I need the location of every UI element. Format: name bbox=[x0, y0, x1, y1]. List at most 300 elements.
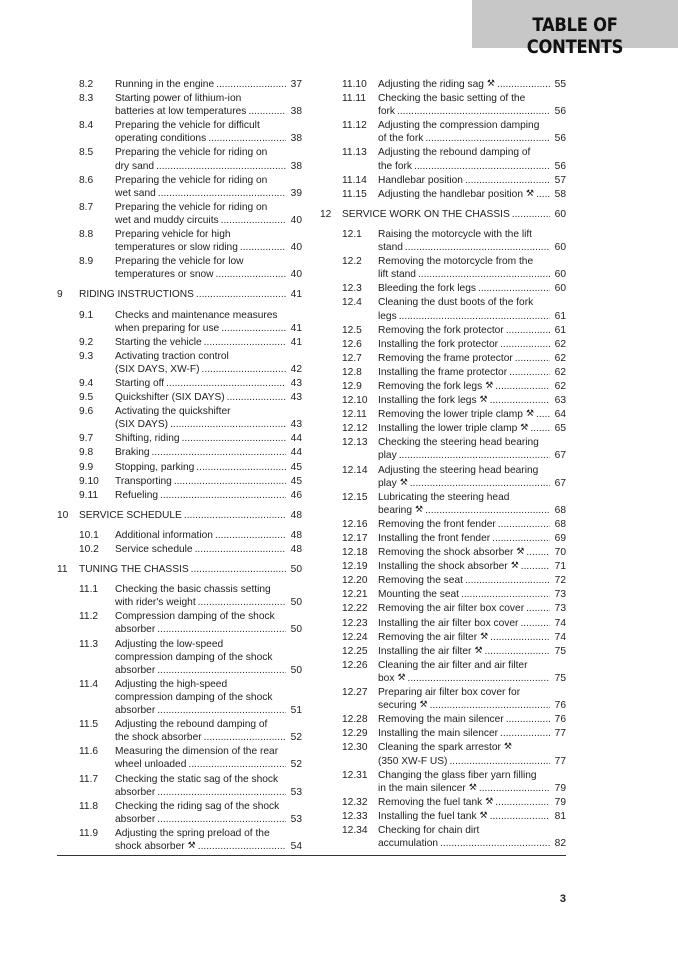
toc-page-number: 57 bbox=[554, 174, 566, 186]
wrench-icon: ⚒ bbox=[510, 561, 519, 572]
toc-entry[interactable] bbox=[320, 255, 566, 281]
wrench-icon: ⚒ bbox=[485, 796, 494, 807]
toc-page-number: 48 bbox=[290, 544, 302, 555]
toc-number: 12.28 bbox=[342, 714, 368, 726]
toc-entry-title: Additional information bbox=[115, 529, 213, 541]
dot-leader bbox=[195, 543, 286, 556]
toc-page-number: 42 bbox=[290, 363, 302, 375]
toc-entry-title: (SIX DAYS) bbox=[115, 419, 169, 431]
dot-leader bbox=[490, 631, 550, 644]
toc-entry-title: Preparing vehicle for high bbox=[115, 229, 231, 241]
toc-entry-title: Adjusting the rebound damping of bbox=[115, 719, 268, 731]
toc-page-number: 79 bbox=[554, 796, 566, 808]
dot-leader bbox=[157, 813, 286, 826]
toc-entry[interactable] bbox=[320, 546, 566, 559]
toc-entry[interactable] bbox=[320, 741, 566, 767]
toc-number: 9.6 bbox=[79, 406, 94, 418]
toc-entry[interactable] bbox=[320, 436, 566, 462]
toc-page-number: 60 bbox=[554, 283, 566, 295]
toc-entry-title: wet sand bbox=[115, 187, 156, 199]
toc-entry-title: SERVICE SCHEDULE bbox=[79, 509, 182, 521]
toc-entry[interactable] bbox=[57, 174, 302, 200]
toc-entry-title: Installing the shock absorber bbox=[378, 561, 508, 573]
toc-entry[interactable] bbox=[320, 574, 566, 587]
toc-entry-title: Adjusting the compression damping bbox=[378, 120, 540, 132]
toc-page-number: 79 bbox=[554, 782, 566, 794]
toc-entry-title: Preparing the vehicle for riding on bbox=[115, 201, 268, 213]
dot-leader bbox=[170, 418, 286, 431]
toc-page-number: 41 bbox=[290, 289, 302, 301]
toc-entry-title: Measuring the dimension of the rear bbox=[115, 746, 279, 758]
dot-leader bbox=[204, 336, 286, 349]
toc-number: 8.8 bbox=[79, 229, 94, 241]
toc-entry[interactable] bbox=[57, 309, 302, 335]
dot-leader bbox=[485, 645, 550, 658]
toc-number: 11.6 bbox=[79, 746, 99, 758]
toc-entry-title: Checking the basic setting of the bbox=[378, 93, 526, 105]
toc-entry[interactable] bbox=[57, 638, 302, 677]
toc-column-right bbox=[320, 78, 566, 850]
dot-leader bbox=[515, 352, 550, 365]
toc-entry[interactable] bbox=[57, 255, 302, 281]
toc-entry[interactable] bbox=[320, 560, 566, 573]
dot-leader bbox=[521, 560, 550, 573]
toc-entry[interactable] bbox=[57, 146, 302, 172]
wrench-icon: ⚒ bbox=[503, 742, 512, 753]
wrench-icon: ⚒ bbox=[485, 380, 494, 391]
toc-number: 12.22 bbox=[342, 603, 368, 615]
toc-number: 12.27 bbox=[342, 687, 368, 699]
toc-page-number: 45 bbox=[290, 475, 302, 487]
toc-entry-title: Adjusting the rebound damping of bbox=[378, 147, 531, 159]
toc-page-number: 50 bbox=[290, 564, 302, 576]
wrench-icon: ⚒ bbox=[419, 700, 428, 711]
toc-page-number: 37 bbox=[290, 79, 302, 90]
toc-entry[interactable] bbox=[57, 610, 302, 636]
wrench-icon: ⚒ bbox=[479, 810, 488, 821]
dot-leader bbox=[478, 282, 550, 295]
toc-page-number: 45 bbox=[290, 461, 302, 473]
toc-entry[interactable] bbox=[57, 391, 302, 404]
toc-page-number: 44 bbox=[290, 447, 302, 459]
toc-page-number: 62 bbox=[554, 380, 566, 392]
toc-entry-title: Quickshifter (SIX DAYS) bbox=[115, 392, 225, 404]
toc-number: 11.14 bbox=[342, 174, 367, 186]
toc-entry-title: RIDING INSTRUCTIONS bbox=[79, 289, 194, 301]
toc-number: 12.6 bbox=[342, 338, 362, 350]
toc-section-heading[interactable] bbox=[57, 509, 302, 522]
toc-entry[interactable] bbox=[320, 617, 566, 630]
toc-entry-title: temperatures or snow bbox=[115, 269, 214, 281]
toc-page-number: 73 bbox=[554, 603, 566, 615]
dot-leader bbox=[479, 782, 550, 795]
toc-entry[interactable] bbox=[57, 228, 302, 254]
toc-entry[interactable] bbox=[57, 529, 302, 542]
toc-number: 11.2 bbox=[79, 611, 99, 623]
toc-entry[interactable] bbox=[57, 827, 302, 853]
toc-entry-title: when preparing for use bbox=[115, 322, 220, 334]
toc-number: 11.4 bbox=[79, 678, 99, 690]
toc-entry-title: absorber bbox=[115, 786, 156, 798]
toc-number: 12.13 bbox=[342, 437, 368, 449]
toc-number: 8.5 bbox=[79, 147, 94, 159]
toc-entry[interactable] bbox=[320, 796, 566, 809]
toc-number: 12.8 bbox=[342, 366, 362, 378]
dot-leader bbox=[191, 563, 286, 576]
toc-number: 12.29 bbox=[342, 728, 368, 740]
toc-entry-title: Installing the fork protector bbox=[378, 338, 499, 350]
toc-entry[interactable] bbox=[320, 78, 566, 91]
toc-number: 12.15 bbox=[342, 491, 368, 503]
toc-number: 9.9 bbox=[79, 461, 94, 473]
toc-entry-title: compression damping of the shock bbox=[115, 651, 273, 663]
footer-divider bbox=[57, 855, 566, 856]
toc-entry-title: Preparing the vehicle for low bbox=[115, 256, 244, 268]
toc-page-number: 50 bbox=[290, 664, 302, 676]
dot-leader bbox=[156, 160, 286, 173]
toc-number: 11.12 bbox=[342, 120, 367, 132]
toc-entry-title: Refueling bbox=[115, 489, 159, 501]
toc-entry-title: Removing the front fender bbox=[378, 518, 496, 530]
toc-entry[interactable] bbox=[320, 518, 566, 531]
toc-page-number: 46 bbox=[290, 489, 302, 501]
dot-leader bbox=[204, 731, 286, 744]
toc-page-number: 68 bbox=[554, 518, 566, 530]
toc-entry-title: Service schedule bbox=[115, 544, 193, 555]
toc-entry[interactable] bbox=[320, 352, 566, 365]
toc-page-number: 40 bbox=[290, 214, 302, 226]
toc-page-number: 56 bbox=[554, 106, 566, 118]
toc-entry-title: securing bbox=[378, 700, 417, 712]
toc-entry[interactable] bbox=[320, 464, 566, 490]
toc-entry-title: Installing the main silencer bbox=[378, 728, 499, 740]
toc-entry[interactable] bbox=[320, 659, 566, 685]
dot-leader bbox=[182, 432, 286, 445]
toc-entry-title: Removing the shock absorber bbox=[378, 547, 514, 559]
toc-page-number: 55 bbox=[554, 79, 566, 90]
toc-entry-title: Stopping, parking bbox=[115, 461, 195, 473]
toc-section-heading[interactable] bbox=[57, 288, 302, 301]
toc-page-number: 62 bbox=[554, 366, 566, 378]
toc-number: 8.4 bbox=[79, 120, 94, 132]
dot-leader bbox=[157, 664, 286, 677]
toc-entry-title: (SIX DAYS, XW-F) bbox=[115, 363, 200, 375]
dot-leader bbox=[526, 546, 550, 559]
toc-number: 12.11 bbox=[342, 409, 367, 421]
toc-section-heading[interactable] bbox=[57, 563, 302, 576]
toc-number: 12.17 bbox=[342, 533, 368, 544]
toc-entry-title: compression damping of the shock bbox=[115, 691, 273, 703]
dot-leader bbox=[500, 338, 550, 351]
toc-entry[interactable] bbox=[320, 422, 566, 435]
toc-entry[interactable] bbox=[320, 282, 566, 295]
toc-entry[interactable] bbox=[320, 713, 566, 726]
toc-page-number: 60 bbox=[554, 269, 566, 281]
toc-number: 12.4 bbox=[342, 297, 362, 309]
toc-entry[interactable] bbox=[320, 380, 566, 393]
toc-entry-title: absorber bbox=[115, 624, 156, 636]
dot-leader bbox=[166, 377, 286, 390]
dot-leader bbox=[157, 704, 286, 717]
toc-page-number: 51 bbox=[290, 705, 302, 717]
toc-entry[interactable] bbox=[320, 338, 566, 351]
toc-entry-title: the shock absorber bbox=[115, 732, 202, 744]
toc-page-number: 63 bbox=[554, 395, 566, 407]
dot-leader bbox=[430, 699, 550, 712]
toc-entry-title: stand bbox=[378, 242, 403, 254]
toc-entry-title: operating conditions bbox=[115, 133, 207, 145]
toc-number: 11.7 bbox=[79, 773, 99, 785]
toc-number: 12.31 bbox=[342, 769, 368, 781]
toc-number: 12.16 bbox=[342, 518, 368, 530]
toc-page-number: 61 bbox=[554, 324, 566, 336]
toc-entry-title: Adjusting the low-speed bbox=[115, 638, 224, 650]
toc-entry-title: shock absorber bbox=[115, 840, 185, 852]
dot-leader bbox=[216, 78, 286, 91]
toc-entry[interactable] bbox=[320, 588, 566, 601]
toc-entry-title: batteries at low temperatures bbox=[115, 106, 247, 118]
dot-leader bbox=[221, 214, 286, 227]
toc-entry-title: TUNING THE CHASSIS bbox=[79, 564, 189, 576]
wrench-icon: ⚒ bbox=[525, 409, 535, 420]
toc-number: 12.9 bbox=[342, 380, 362, 392]
toc-entry[interactable] bbox=[57, 78, 302, 91]
wrench-icon: ⚒ bbox=[479, 395, 488, 406]
toc-entry[interactable] bbox=[320, 146, 566, 172]
toc-entry-title: Removing the air filter bbox=[378, 631, 478, 643]
toc-entry[interactable] bbox=[57, 718, 302, 744]
toc-entry-title: box bbox=[378, 672, 395, 684]
toc-entry-title: Preparing air filter box cover for bbox=[378, 687, 521, 699]
dot-leader bbox=[152, 446, 286, 459]
toc-number: 9.1 bbox=[79, 309, 94, 321]
toc-entry-title: Checking the basic chassis setting bbox=[115, 584, 271, 596]
toc-entry[interactable] bbox=[320, 532, 566, 545]
wrench-icon: ⚒ bbox=[415, 504, 424, 515]
toc-entry-title: Installing the air filter bbox=[378, 645, 472, 657]
toc-page-number: 43 bbox=[290, 419, 302, 431]
dot-leader bbox=[215, 529, 286, 542]
toc-entry[interactable] bbox=[320, 824, 566, 850]
toc-section-heading[interactable] bbox=[320, 208, 566, 221]
dot-leader bbox=[530, 422, 550, 435]
toc-entry[interactable] bbox=[57, 119, 302, 145]
toc-entry-title: Installing the front fender bbox=[378, 533, 491, 544]
toc-number: 12.34 bbox=[342, 824, 368, 836]
toc-entry-title: Removing the frame protector bbox=[378, 352, 513, 364]
toc-page-number: 64 bbox=[554, 409, 566, 421]
toc-page-number: 67 bbox=[554, 450, 566, 462]
toc-number: 12.26 bbox=[342, 659, 368, 671]
toc-entry-title: bearing bbox=[378, 504, 412, 516]
toc-entry[interactable] bbox=[320, 188, 566, 201]
toc-page-number: 77 bbox=[554, 728, 566, 740]
toc-number: 11.8 bbox=[79, 800, 99, 812]
toc-entry[interactable] bbox=[320, 228, 566, 254]
toc-entry-title: Adjusting the riding sag bbox=[378, 79, 484, 90]
wrench-icon: ⚒ bbox=[474, 645, 483, 656]
toc-number: 12.21 bbox=[342, 589, 368, 601]
toc-entry-title: Checking the steering head bearing bbox=[378, 437, 539, 449]
toc-entry-title: Mounting the seat bbox=[378, 589, 459, 601]
toc-entry[interactable] bbox=[320, 394, 566, 407]
toc-entry[interactable] bbox=[57, 773, 302, 799]
toc-entry-title: Activating traction control bbox=[115, 350, 229, 362]
toc-entry-title: Removing the air filter box cover bbox=[378, 603, 525, 615]
toc-entry-title: absorber bbox=[115, 664, 156, 676]
toc-entry[interactable] bbox=[57, 377, 302, 390]
toc-page-number: 40 bbox=[290, 269, 302, 281]
toc-entry[interactable] bbox=[320, 92, 566, 118]
toc-number: 12.30 bbox=[342, 742, 368, 754]
wrench-icon: ⚒ bbox=[480, 631, 489, 642]
toc-entry-title: Checking the static sag of the shock bbox=[115, 773, 279, 785]
toc-entry[interactable] bbox=[320, 119, 566, 145]
toc-entry-title: Checks and maintenance measures bbox=[115, 309, 278, 321]
toc-number: 12.12 bbox=[342, 423, 368, 435]
toc-entry[interactable] bbox=[320, 491, 566, 517]
dot-leader bbox=[227, 391, 286, 404]
toc-entry-title: play bbox=[378, 477, 397, 489]
toc-entry-title: absorber bbox=[115, 705, 156, 717]
toc-entry-title: Compression damping of the shock bbox=[115, 611, 275, 623]
toc-number: 11.13 bbox=[342, 147, 367, 159]
toc-entry-title: wet and muddy circuits bbox=[115, 214, 219, 226]
toc-entry[interactable] bbox=[320, 366, 566, 379]
toc-entry[interactable] bbox=[320, 686, 566, 712]
toc-number: 12.25 bbox=[342, 645, 368, 657]
toc-entry[interactable] bbox=[57, 489, 302, 502]
dot-leader bbox=[157, 786, 286, 799]
toc-entry-title: Starting power of lithium-ion bbox=[115, 93, 242, 105]
toc-entry-title: Braking bbox=[115, 447, 150, 459]
toc-number: 10.2 bbox=[79, 544, 99, 555]
page-title: TABLE OF CONTENTS bbox=[526, 14, 624, 58]
toc-number: 11.11 bbox=[342, 93, 366, 105]
toc-page-number: 60 bbox=[554, 208, 566, 220]
dot-leader bbox=[202, 363, 286, 376]
toc-entry[interactable] bbox=[57, 800, 302, 826]
dot-leader bbox=[414, 160, 550, 173]
toc-page-number: 41 bbox=[290, 336, 302, 348]
toc-entry-title: Installing the lower triple clamp bbox=[378, 423, 518, 435]
toc-page-number: 56 bbox=[554, 160, 566, 172]
toc-entry[interactable] bbox=[320, 645, 566, 658]
toc-number: 12.24 bbox=[342, 631, 368, 643]
toc-entry-title: Shifting, riding bbox=[115, 433, 180, 445]
toc-entry-title: Starting the vehicle bbox=[115, 336, 202, 348]
dot-leader bbox=[410, 477, 550, 490]
toc-entry-title: wheel unloaded bbox=[115, 759, 187, 771]
toc-entry-title: lift stand bbox=[378, 269, 416, 281]
toc-entry[interactable] bbox=[57, 475, 302, 488]
toc-page-number: 77 bbox=[554, 755, 566, 767]
toc-entry[interactable] bbox=[320, 324, 566, 337]
toc-number: 12.10 bbox=[342, 395, 368, 407]
toc-entry[interactable] bbox=[57, 461, 302, 474]
toc-entry-title: Preparing the vehicle for riding on bbox=[115, 147, 268, 159]
toc-entry-title: Installing the fuel tank bbox=[378, 810, 477, 822]
wrench-icon: ⚒ bbox=[468, 782, 477, 793]
toc-entry[interactable] bbox=[320, 602, 566, 615]
toc-entry[interactable] bbox=[57, 583, 302, 609]
toc-entry-title: Adjusting the spring preload of the bbox=[115, 827, 270, 839]
dot-leader bbox=[526, 602, 550, 615]
toc-entry[interactable] bbox=[320, 810, 566, 823]
toc-number: 12.5 bbox=[342, 324, 362, 336]
toc-entry-title: Checking the riding sag of the shock bbox=[115, 800, 280, 812]
dot-leader bbox=[216, 268, 286, 281]
toc-number: 9.10 bbox=[79, 475, 99, 487]
toc-entry[interactable] bbox=[57, 543, 302, 556]
toc-number: 12.7 bbox=[342, 352, 362, 364]
toc-entry-title: Removing the seat bbox=[378, 575, 463, 587]
toc-entry[interactable] bbox=[320, 174, 566, 187]
toc-entry[interactable] bbox=[57, 745, 302, 771]
toc-page-number: 50 bbox=[290, 597, 302, 609]
toc-entry-title: Removing the fork protector bbox=[378, 324, 504, 336]
page-number: 3 bbox=[559, 893, 566, 905]
toc-entry[interactable] bbox=[320, 408, 566, 421]
dot-leader bbox=[158, 187, 286, 200]
toc-entry[interactable] bbox=[57, 201, 302, 227]
toc-number: 8.7 bbox=[79, 201, 94, 213]
toc-entry[interactable] bbox=[320, 727, 566, 740]
toc-entry-title: Removing the fuel tank bbox=[378, 796, 483, 808]
toc-number: 8.2 bbox=[79, 79, 94, 90]
toc-page-number: 76 bbox=[554, 714, 566, 726]
toc-entry-title: Cleaning the spark arrestor bbox=[378, 742, 501, 754]
wrench-icon: ⚒ bbox=[397, 672, 406, 683]
dot-leader bbox=[461, 588, 550, 601]
toc-entry[interactable] bbox=[57, 446, 302, 459]
toc-entry-title: Adjusting the handlebar position bbox=[378, 188, 523, 200]
toc-number: 12.19 bbox=[342, 561, 368, 573]
toc-page-number: 38 bbox=[290, 160, 302, 172]
toc-page-number: 76 bbox=[554, 700, 566, 712]
toc-entry-title: Raising the motorcycle with the lift bbox=[378, 228, 533, 240]
toc-entry[interactable] bbox=[57, 92, 302, 118]
toc-entry[interactable] bbox=[320, 631, 566, 644]
toc-entry-title: Preparing the vehicle for difficult bbox=[115, 120, 260, 132]
toc-page-number: 75 bbox=[554, 645, 566, 657]
toc-entry[interactable] bbox=[57, 350, 302, 376]
toc-number: 12.18 bbox=[342, 547, 368, 559]
toc-number: 12.2 bbox=[342, 256, 362, 268]
toc-entry-title: Adjusting the steering head bearing bbox=[378, 464, 539, 476]
toc-page-number: 60 bbox=[554, 242, 566, 254]
toc-entry[interactable] bbox=[57, 678, 302, 717]
dot-leader bbox=[399, 449, 550, 462]
toc-entry[interactable] bbox=[57, 336, 302, 349]
toc-page-number: 39 bbox=[290, 187, 302, 199]
toc-number: 12.1 bbox=[342, 228, 362, 240]
dot-leader bbox=[248, 105, 286, 118]
toc-entry-title: Running in the engine bbox=[115, 79, 215, 90]
toc-entry-title: temperatures or slow riding bbox=[115, 242, 238, 254]
dot-leader bbox=[240, 241, 286, 254]
toc-entry[interactable] bbox=[320, 769, 566, 795]
toc-page-number: 74 bbox=[554, 617, 566, 629]
toc-page-number: 52 bbox=[290, 732, 302, 744]
toc-entry[interactable] bbox=[320, 296, 566, 322]
toc-entry[interactable] bbox=[57, 405, 302, 431]
toc-page-number: 48 bbox=[290, 509, 302, 521]
toc-entry[interactable] bbox=[57, 432, 302, 445]
toc-page-number: 73 bbox=[554, 589, 566, 601]
toc-page-number: 38 bbox=[290, 133, 302, 145]
toc-entry-title: Activating the quickshifter bbox=[115, 406, 231, 418]
